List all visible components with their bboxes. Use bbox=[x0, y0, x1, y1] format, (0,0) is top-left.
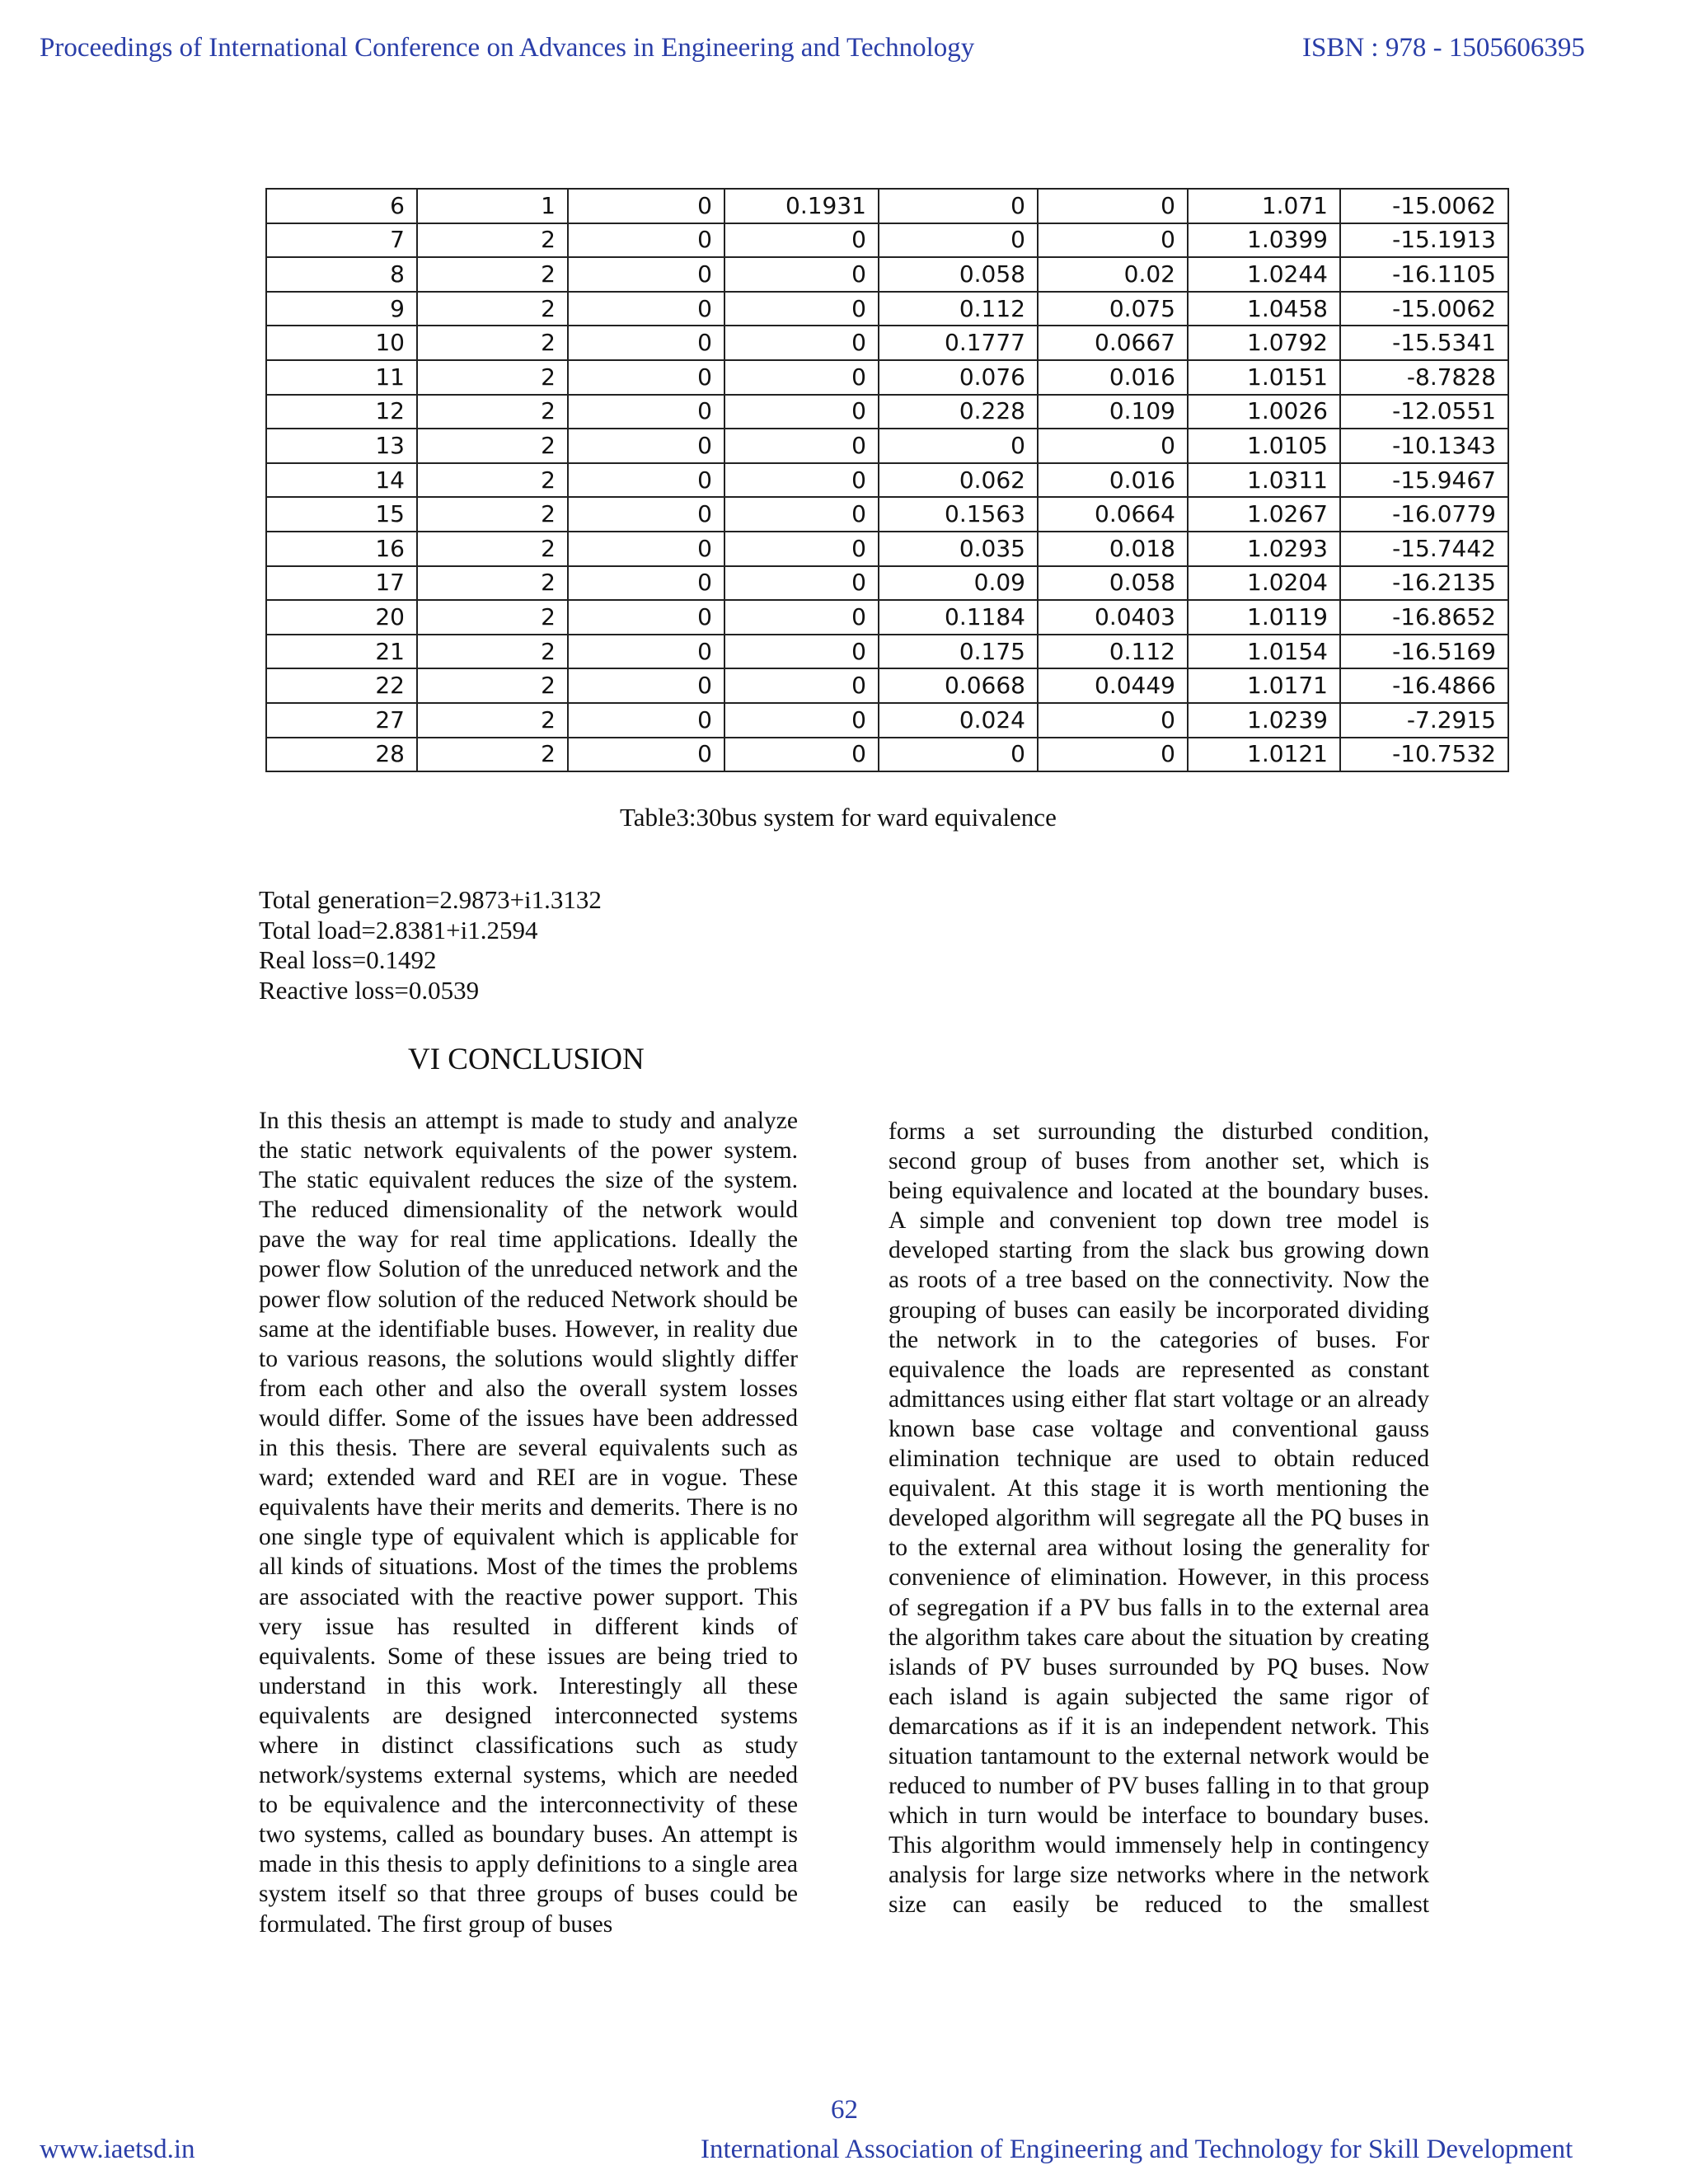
table-cell: -15.0062 bbox=[1340, 189, 1508, 223]
table-row bbox=[266, 395, 1508, 429]
table-cell: 0 bbox=[1038, 703, 1188, 738]
footer-organization: International Association of Engineering and Technology for Skill Development bbox=[701, 2135, 1573, 2164]
table-cell: 2 bbox=[417, 703, 568, 738]
table-cell: 1.0239 bbox=[1188, 703, 1340, 738]
table-cell: 0.1184 bbox=[879, 600, 1038, 635]
table-cell: 0 bbox=[568, 257, 724, 292]
table-cell: 0 bbox=[724, 635, 879, 669]
table-cell: 0 bbox=[568, 189, 724, 223]
table-cell: 0 bbox=[568, 566, 724, 601]
table-cell: 0.024 bbox=[879, 703, 1038, 738]
table-cell: -15.0062 bbox=[1340, 292, 1508, 326]
table-cell: 2 bbox=[417, 668, 568, 703]
table-cell: -16.4866 bbox=[1340, 668, 1508, 703]
table-cell: 8 bbox=[266, 257, 417, 292]
table-cell: 0.075 bbox=[1038, 292, 1188, 326]
table-cell: 1.071 bbox=[1188, 189, 1340, 223]
page-number: 62 bbox=[831, 2095, 858, 2125]
table-cell: 0.175 bbox=[879, 635, 1038, 669]
table-cell: 0 bbox=[724, 429, 879, 463]
table-cell: 0 bbox=[879, 429, 1038, 463]
table-cell: -10.7532 bbox=[1340, 738, 1508, 772]
table-cell: 2 bbox=[417, 360, 568, 395]
table-cell: 14 bbox=[266, 463, 417, 498]
table-cell: 17 bbox=[266, 566, 417, 601]
table-cell: -10.1343 bbox=[1340, 429, 1508, 463]
table-cell: 0.016 bbox=[1038, 360, 1188, 395]
table-cell: 0.1777 bbox=[879, 326, 1038, 360]
table-cell: -16.1105 bbox=[1340, 257, 1508, 292]
table-cell: 0 bbox=[724, 532, 879, 566]
table-cell: 0 bbox=[724, 223, 879, 258]
table-cell: 0 bbox=[568, 429, 724, 463]
table-cell: 1 bbox=[417, 189, 568, 223]
table-cell: 1.0171 bbox=[1188, 668, 1340, 703]
table-cell: 0 bbox=[568, 703, 724, 738]
table-cell: 0 bbox=[724, 463, 879, 498]
table-cell: 0 bbox=[568, 463, 724, 498]
table-cell: 0 bbox=[1038, 429, 1188, 463]
table-body bbox=[266, 189, 1508, 771]
table-cell: 0 bbox=[724, 395, 879, 429]
table-cell: -16.2135 bbox=[1340, 566, 1508, 601]
table-cell: 1.0244 bbox=[1188, 257, 1340, 292]
table-row bbox=[266, 600, 1508, 635]
table-cell: -15.1913 bbox=[1340, 223, 1508, 258]
table-cell: 2 bbox=[417, 497, 568, 532]
table-cell: 0 bbox=[1038, 223, 1188, 258]
table-cell: 2 bbox=[417, 600, 568, 635]
table-cell: 1.0399 bbox=[1188, 223, 1340, 258]
table-cell: 0.1931 bbox=[724, 189, 879, 223]
table-cell: 10 bbox=[266, 326, 417, 360]
table-cell: 0 bbox=[879, 189, 1038, 223]
table-cell: -15.7442 bbox=[1340, 532, 1508, 566]
table-row bbox=[266, 257, 1508, 292]
table-cell: 0 bbox=[724, 738, 879, 772]
table-cell: 0 bbox=[724, 326, 879, 360]
table-cell: 11 bbox=[266, 360, 417, 395]
table-cell: 0 bbox=[724, 497, 879, 532]
table-cell: 0.1563 bbox=[879, 497, 1038, 532]
table-cell: 1.0105 bbox=[1188, 429, 1340, 463]
table-cell: 21 bbox=[266, 635, 417, 669]
header-conference-title: Proceedings of International Conference on Advances in Engineering and Technology bbox=[40, 33, 975, 63]
table-cell: -8.7828 bbox=[1340, 360, 1508, 395]
table-cell: 0 bbox=[724, 257, 879, 292]
table-cell: 0.0403 bbox=[1038, 600, 1188, 635]
table-cell: 0.0664 bbox=[1038, 497, 1188, 532]
total-load: Total load=2.8381+i1.2594 bbox=[259, 915, 538, 944]
table-cell: 27 bbox=[266, 703, 417, 738]
table-cell: 0 bbox=[724, 668, 879, 703]
table-cell: 0.112 bbox=[879, 292, 1038, 326]
table-cell: 0 bbox=[724, 600, 879, 635]
table-cell: 1.0119 bbox=[1188, 600, 1340, 635]
table-cell: 1.0121 bbox=[1188, 738, 1340, 772]
table-cell: 0 bbox=[879, 223, 1038, 258]
reactive-loss: Reactive loss=0.0539 bbox=[259, 975, 480, 1005]
table-cell: 2 bbox=[417, 429, 568, 463]
table-cell: 0.0667 bbox=[1038, 326, 1188, 360]
table-cell: 1.0154 bbox=[1188, 635, 1340, 669]
table-cell: 1.0151 bbox=[1188, 360, 1340, 395]
table-cell: 12 bbox=[266, 395, 417, 429]
table-cell: 13 bbox=[266, 429, 417, 463]
table-cell: 2 bbox=[417, 326, 568, 360]
table-cell: 0.062 bbox=[879, 463, 1038, 498]
table-cell: 0 bbox=[568, 532, 724, 566]
table-cell: 2 bbox=[417, 292, 568, 326]
table-cell: 0.035 bbox=[879, 532, 1038, 566]
table-cell: 1.0792 bbox=[1188, 326, 1340, 360]
table-row bbox=[266, 292, 1508, 326]
table-cell: 2 bbox=[417, 257, 568, 292]
table-cell: 0.0449 bbox=[1038, 668, 1188, 703]
table-cell: 7 bbox=[266, 223, 417, 258]
table-row bbox=[266, 668, 1508, 703]
table-cell: 0 bbox=[724, 292, 879, 326]
totals-block bbox=[259, 885, 602, 1005]
section-heading: VI CONCLUSION bbox=[408, 1043, 645, 1076]
table-cell: -16.0779 bbox=[1340, 497, 1508, 532]
table-cell: 16 bbox=[266, 532, 417, 566]
table-cell: 0 bbox=[568, 635, 724, 669]
header-isbn: ISBN : 978 - 1505606395 bbox=[1302, 33, 1585, 63]
table-cell: 0.016 bbox=[1038, 463, 1188, 498]
table-cell: 0 bbox=[568, 738, 724, 772]
total-generation: Total generation=2.9873+i1.3132 bbox=[259, 885, 602, 914]
table-cell: 0 bbox=[724, 566, 879, 601]
table-cell: 0 bbox=[724, 360, 879, 395]
table-cell: 1.0311 bbox=[1188, 463, 1340, 498]
table-cell: 1.0293 bbox=[1188, 532, 1340, 566]
table-cell: 0 bbox=[568, 223, 724, 258]
table-cell: 0.0668 bbox=[879, 668, 1038, 703]
table-cell: 0.058 bbox=[1038, 566, 1188, 601]
table-row bbox=[266, 497, 1508, 532]
table-row bbox=[266, 360, 1508, 395]
table-cell: 20 bbox=[266, 600, 417, 635]
table-cell: 9 bbox=[266, 292, 417, 326]
table-cell: 2 bbox=[417, 395, 568, 429]
table-row bbox=[266, 463, 1508, 498]
table-cell: 0.228 bbox=[879, 395, 1038, 429]
table-cell: -16.5169 bbox=[1340, 635, 1508, 669]
table-cell: 1.0204 bbox=[1188, 566, 1340, 601]
table-row bbox=[266, 429, 1508, 463]
table-cell: -7.2915 bbox=[1340, 703, 1508, 738]
table-row bbox=[266, 189, 1508, 223]
table-cell: 1.0026 bbox=[1188, 395, 1340, 429]
table-cell: -16.8652 bbox=[1340, 600, 1508, 635]
table-cell: 0.109 bbox=[1038, 395, 1188, 429]
table-cell: -15.9467 bbox=[1340, 463, 1508, 498]
table-row bbox=[266, 326, 1508, 360]
table-cell: 2 bbox=[417, 532, 568, 566]
table-cell: 2 bbox=[417, 223, 568, 258]
table-cell: 0.02 bbox=[1038, 257, 1188, 292]
table-cell: -15.5341 bbox=[1340, 326, 1508, 360]
real-loss: Real loss=0.1492 bbox=[259, 945, 437, 974]
table-cell: 22 bbox=[266, 668, 417, 703]
table-cell: 0 bbox=[568, 326, 724, 360]
table-cell: 0 bbox=[568, 497, 724, 532]
table-cell: 0.058 bbox=[879, 257, 1038, 292]
table-cell: 2 bbox=[417, 635, 568, 669]
table-cell: 0 bbox=[568, 395, 724, 429]
table-cell: 0.076 bbox=[879, 360, 1038, 395]
table-cell: 1.0267 bbox=[1188, 497, 1340, 532]
table-caption: Table3:30bus system for ward equivalence bbox=[620, 803, 1057, 832]
table-row bbox=[266, 566, 1508, 601]
table-cell: 0 bbox=[1038, 189, 1188, 223]
table-cell: 6 bbox=[266, 189, 417, 223]
table-cell: 15 bbox=[266, 497, 417, 532]
table-cell: 0.112 bbox=[1038, 635, 1188, 669]
table-cell: 0 bbox=[724, 703, 879, 738]
table-row bbox=[266, 223, 1508, 258]
table-cell: 2 bbox=[417, 738, 568, 772]
table-cell: 0 bbox=[568, 292, 724, 326]
bus-data-table bbox=[265, 188, 1509, 772]
table-cell: -12.0551 bbox=[1340, 395, 1508, 429]
conclusion-right-column: forms a set surrounding the disturbed condition, second group of buses from another set, which is being equivalence and located at the boundary buses. A simple and convenient top down tree model is developed starting from the slack bus growing down as roots of a tree based on the connectivity. Now the grouping of buses can easily be incorporated dividing the network in to the categories of buses. For equivalence the loads are represented as constant admittances using either flat start voltage or an already known base case voltage and conventional gauss elimination technique are used to obtain reduced equivalent. At this stage it is worth mentioning the developed algorithm will segregate all the PQ buses in to the external area without losing the generality for convenience of elimination. However, in this process of segregation if a PV bus falls in to the external area the algorithm takes care about the situation by creating islands of PV buses surrounded by PQ buses. Now each island is again subjected the same rigor of demarcations as if it is an independent network. This situation tantamount to the external network would be reduced to number of PV buses falling in to that group which in turn would be interface to boundary buses. This algorithm would immensely help in contingency analysis for large size networks where in the network size can easily be reduced to the smallest bbox=[889, 1118, 1429, 1919]
table-cell: 0 bbox=[1038, 738, 1188, 772]
table-cell: 0.09 bbox=[879, 566, 1038, 601]
table-cell: 0 bbox=[568, 360, 724, 395]
table-cell: 2 bbox=[417, 566, 568, 601]
table-cell: 0.018 bbox=[1038, 532, 1188, 566]
table-row bbox=[266, 738, 1508, 772]
table-cell: 2 bbox=[417, 463, 568, 498]
table-cell: 28 bbox=[266, 738, 417, 772]
table-row bbox=[266, 635, 1508, 669]
conclusion-left-column: In this thesis an attempt is made to study and analyze the static network equivalents of the power system. The static equivalent reduces the size of the system. The reduced dimensionality of the network would pave the way for real time applications. Ideally the power flow Solution of the unreduced network and the power flow solution of the reduced Network should be same at the identifiable buses. However, in reality due to various reasons, the solutions would slightly differ from each other and also the overall system losses would differ. Some of the issues have been addressed in this thesis. There are several equivalents such as ward; extended ward and REI are in vogue. These equivalents have their merits and demerits. There is no one single type of equivalent which is applicable for all kinds of situations. Most of the times the problems are associated with the reactive power support. This very issue has resulted in different kinds of equivalents. Some of these issues are being tried to understand in this work. Interestingly all these equivalents are designed interconnected systems where in distinct classifications such as study network/systems external systems, which are needed to be equivalence and the interconnectivity of these two systems, called as boundary buses. An attempt is made in this thesis to apply definitions to a single area system itself so that three groups of buses could be formulated. The first group of buses bbox=[259, 1108, 798, 1938]
table-cell: 0 bbox=[879, 738, 1038, 772]
table-row bbox=[266, 703, 1508, 738]
table-cell: 1.0458 bbox=[1188, 292, 1340, 326]
table-row bbox=[266, 532, 1508, 566]
table-cell: 0 bbox=[568, 600, 724, 635]
footer-website: www.iaetsd.in bbox=[40, 2135, 195, 2164]
table-cell: 0 bbox=[568, 668, 724, 703]
